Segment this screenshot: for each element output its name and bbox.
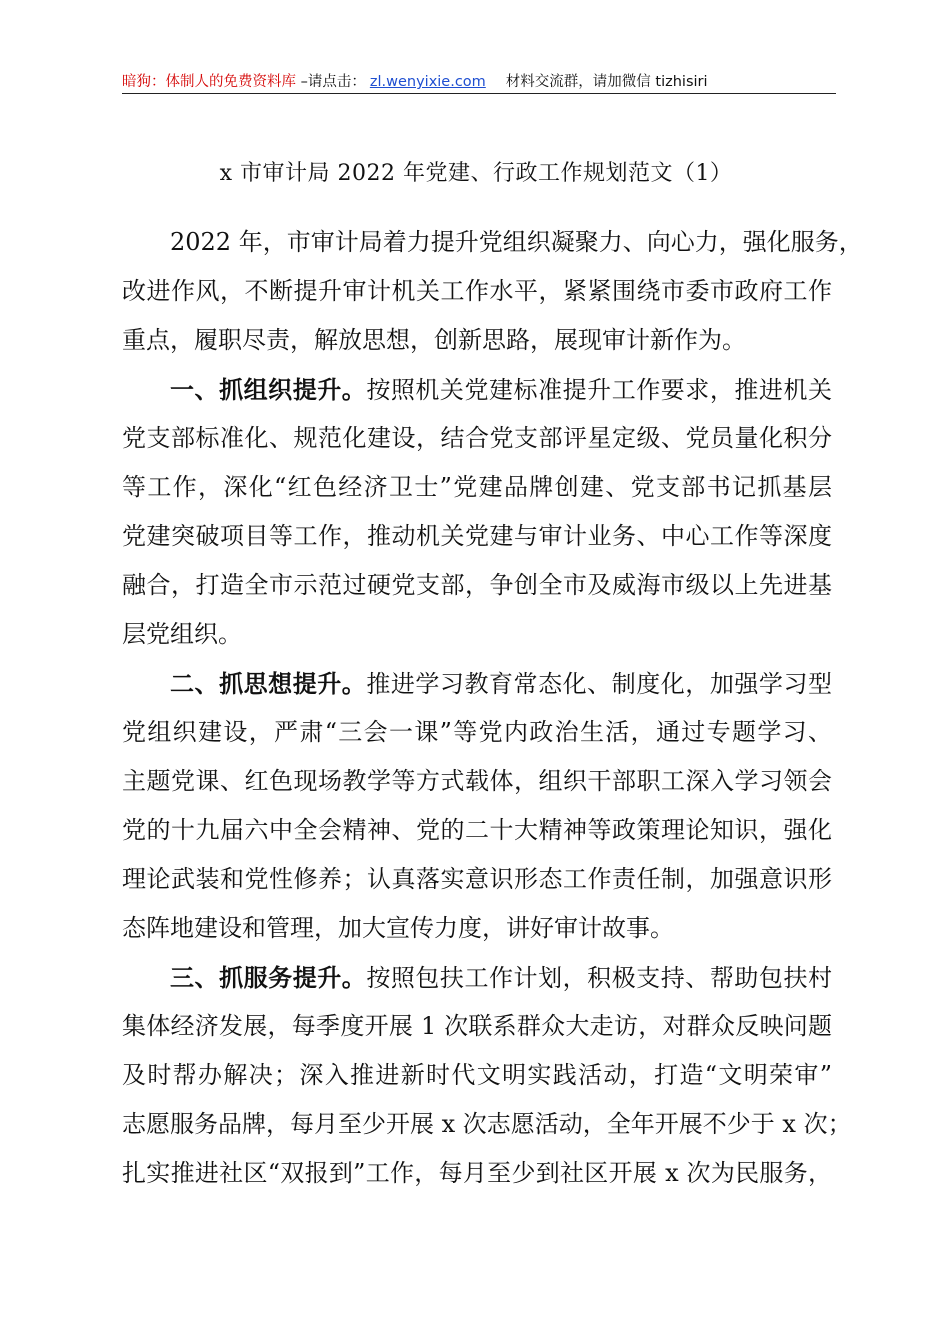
text-line: 主题党课、红色现场教学等方式载体，组织干部职工深入学习领会: [122, 767, 832, 795]
section-heading: 三、抓服务提升。: [170, 963, 367, 992]
text-run: 推进学习教育常态化、制度化，加强学习型: [366, 670, 833, 698]
text-line: 党建突破项目等工作，推动机关党建与审计业务、中心工作等深度: [122, 522, 832, 550]
text-line: 扎实推进社区“双报到”工作，每月至少到社区开展 x 次为民服务，: [122, 1159, 832, 1187]
text-line: 志愿服务品牌，每月至少开展 x 次志愿活动，全年开展不少于 x 次；: [122, 1110, 852, 1138]
page-header: [122, 70, 836, 92]
text-line: 党组织建设，严肃“三会一课”等党内政治生活，通过专题学习、: [122, 718, 832, 746]
header-divider: [122, 93, 836, 94]
text-run: 按照机关党建标准提升工作要求，推进机关: [366, 376, 833, 404]
text-line: 党支部标准化、规范化建设，结合党支部评星定级、党员量化积分: [122, 424, 832, 452]
text-line: 等工作，深化“红色经济卫士”党建品牌创建、党支部书记抓基层: [122, 473, 832, 501]
text-line: 融合，打造全市示范过硬党支部，争创全市及威海市级以上先进基: [122, 571, 832, 599]
header-promo-text: 暗狗：体制人的免费资料库: [122, 74, 296, 90]
text-line: [122, 953, 832, 1002]
text-line: 理论武装和党性修养；认真落实意识形态工作责任制，加强意识形: [122, 865, 832, 893]
section-heading: 二、抓思想提升。: [170, 669, 367, 698]
text-line: 重点，履职尽责，解放思想，创新思路，展现审计新作为。: [122, 326, 746, 354]
text-line: 党的十九届六中全会精神、党的二十大精神等政策理论知识，强化: [122, 816, 832, 844]
text-line: 集体经济发展，每季度开展 1 次联系群众大走访，对群众反映问题: [122, 1012, 832, 1040]
header-website-link[interactable]: zl.wenyixie.com: [369, 74, 486, 90]
text-line: 2022 年，市审计局着力提升党组织凝聚力、向心力，强化服务，: [170, 228, 863, 256]
text-line: [122, 659, 832, 708]
header-click-prompt: –请点击：: [296, 74, 366, 90]
text-line: 层党组织。: [122, 620, 242, 648]
paragraph-thought: [122, 659, 832, 953]
paragraph-intro: [122, 218, 863, 365]
text-line: 态阵地建设和管理，加大宣传力度，讲好审计故事。: [122, 914, 674, 942]
paragraph-organization: [122, 365, 832, 659]
header-contact-text: 材料交流群，请加微信 tizhisiri: [505, 74, 708, 90]
section-heading: 一、抓组织提升。: [170, 375, 367, 404]
text-line: 改进作风，不断提升审计机关工作水平，紧紧围绕市委市政府工作: [122, 277, 832, 305]
text-line: [122, 365, 832, 414]
text-line: 及时帮办解决；深入推进新时代文明实践活动，打造“文明荣审”: [122, 1061, 832, 1089]
text-run: 按照包扶工作计划，积极支持、帮助包扶村: [366, 964, 833, 992]
paragraph-service: [122, 953, 852, 1198]
document-title: x 市审计局 2022 年党建、行政工作规划范文（1）: [219, 161, 733, 186]
document-body: [122, 218, 863, 1198]
